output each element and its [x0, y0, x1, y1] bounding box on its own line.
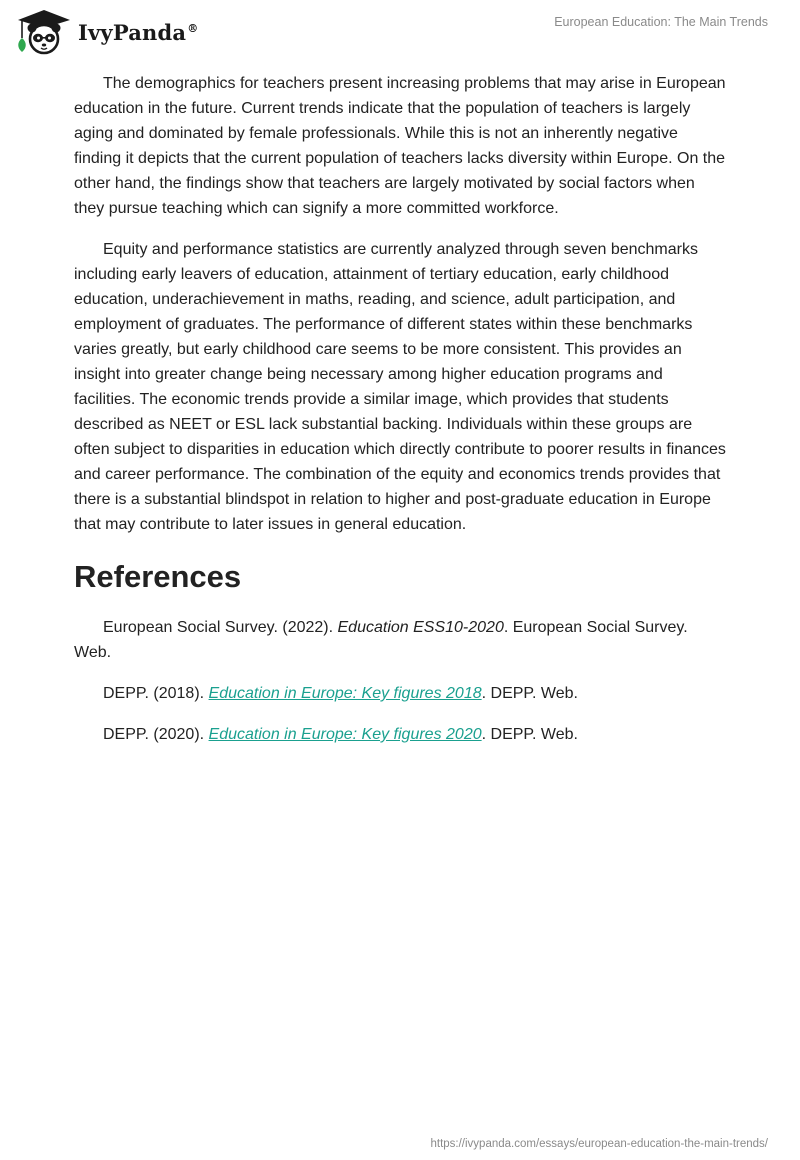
panda-graduate-logo-icon: [14, 8, 74, 56]
reference-prefix: DEPP. (2020).: [103, 726, 209, 743]
reference-suffix: . DEPP. Web.: [481, 685, 578, 702]
reference-item: [74, 722, 726, 747]
references-heading: References: [74, 559, 242, 594]
reference-title: Education ESS10-2020: [337, 619, 504, 636]
reference-link[interactable]: Education in Europe: Key figures 2018: [208, 685, 482, 702]
body-paragraph: The demographics for teachers present increasing problems that may arise in European education in the future. Current trends indicate that the population of teachers is largely aging and dominated by female professionals. While this is not an inherently negative finding it depicts that the current population of teachers lacks diversity within Europe. On the other hand, the findings show that teachers are largely motivated by social factors when they pursue teaching which can signify a more committed workforce.: [74, 75, 726, 217]
essay-content: [74, 71, 726, 763]
footer-url[interactable]: https://ivypanda.com/essays/european-education-the-main-trends/: [430, 1138, 768, 1150]
reference-prefix: European Social Survey. (2022).: [103, 619, 338, 636]
reference-suffix: . DEPP. Web.: [481, 726, 578, 743]
document-title: European Education: The Main Trends: [554, 15, 768, 29]
body-paragraph: Equity and performance statistics are currently analyzed through seven benchmarks including early leavers of education, attainment of tertiary education, early childhood education, underachievement in maths, reading, and science, adult participation, and employment of graduates. The performance of different states within these benchmarks varies greatly, but early childhood care seems to be more consistent. This provides an insight into greater change being necessary among higher education programs and facilities. The economic trends provide a similar image, which provides that students described as NEET or ESL lack substantial backing. Individuals within these groups are often subject to disparities in education which directly contribute to poorer results in finances and career performance. The combination of the equity and economics trends provides that there is a substantial blindspot in relation to higher and post-graduate education in Europe that may contribute to later issues in general education.: [74, 241, 726, 533]
page-header: [0, 0, 800, 60]
reference-item: [74, 681, 726, 706]
ivypanda-logo[interactable]: [14, 8, 198, 56]
reference-item: [74, 615, 726, 665]
logo-wordmark: IvyPanda®: [78, 19, 199, 45]
reference-link[interactable]: Education in Europe: Key figures 2020: [208, 726, 482, 743]
reference-prefix: DEPP. (2018).: [103, 685, 209, 702]
registered-mark: ®: [187, 21, 199, 35]
reference-suffix: . European Social Survey. Web.: [74, 619, 688, 661]
